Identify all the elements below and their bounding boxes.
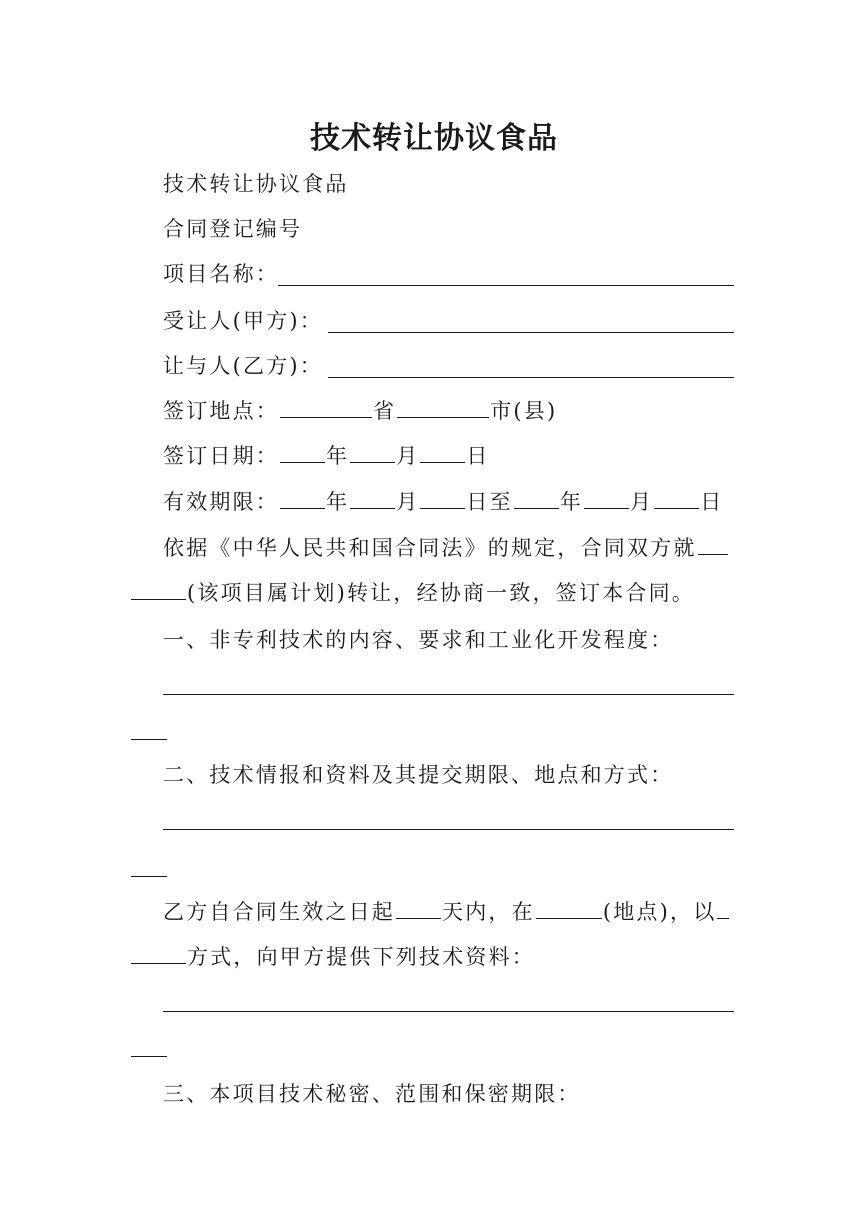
section-1-heading: 一、非专利技术的内容、要求和工业化开发程度： xyxy=(163,628,674,652)
signing-place-row xyxy=(163,396,557,426)
materials-blank-line xyxy=(163,1011,734,1012)
section-2-blank-line xyxy=(163,829,734,830)
provide-text-c: (地点)，以 xyxy=(602,900,717,924)
section-1-blank-tail xyxy=(131,739,167,740)
city-blank xyxy=(397,397,489,418)
start-year-blank xyxy=(280,488,325,509)
project-name-blank xyxy=(278,285,734,286)
start-year-label: 年 xyxy=(326,490,350,514)
basis-paragraph-line2 xyxy=(131,578,695,608)
document-title: 技术转让协议食品 xyxy=(310,121,558,156)
signing-date-row xyxy=(163,441,490,471)
project-ref-blank-b xyxy=(131,579,186,600)
project-name-label: 项目名称： xyxy=(163,262,279,286)
provide-paragraph-line1 xyxy=(163,897,730,927)
to-label: 至 xyxy=(489,490,513,514)
days-blank xyxy=(396,898,441,919)
province-label: 省 xyxy=(373,399,397,423)
end-day-blank xyxy=(654,488,699,509)
provide-text-b: 天内，在 xyxy=(442,900,535,924)
start-month-blank xyxy=(350,488,395,509)
validity-label: 有效期限： xyxy=(163,490,279,514)
party-a-row xyxy=(163,306,323,336)
subtitle: 技术转让协议食品 xyxy=(163,172,349,196)
start-day-label: 日 xyxy=(466,490,490,514)
section-3-heading: 三、本项目技术秘密、范围和保密期限： xyxy=(163,1082,581,1106)
party-a-blank xyxy=(328,332,734,333)
party-b-label: 让与人(乙方)： xyxy=(163,354,323,378)
section-2-heading: 二、技术情报和资料及其提交期限、地点和方式： xyxy=(163,763,674,787)
start-day-blank xyxy=(420,488,465,509)
city-label: 市(县) xyxy=(490,399,558,423)
provide-paragraph-line2 xyxy=(131,942,535,972)
signing-date-label: 签订日期： xyxy=(163,444,279,468)
year-label: 年 xyxy=(326,444,350,468)
month-label: 月 xyxy=(396,444,420,468)
start-month-label: 月 xyxy=(396,490,420,514)
provide-text-a: 乙方自合同生效之日起 xyxy=(163,900,395,924)
project-name-row xyxy=(163,259,279,289)
day-label: 日 xyxy=(466,444,490,468)
method-blank-a xyxy=(717,898,729,919)
basis-paragraph-line1 xyxy=(163,533,729,563)
end-month-label: 月 xyxy=(630,490,654,514)
location-blank xyxy=(536,898,602,919)
method-blank-b xyxy=(131,943,186,964)
project-ref-blank-a xyxy=(698,534,728,555)
provide-text-d: 方式，向甲方提供下列技术资料： xyxy=(187,945,535,969)
end-year-label: 年 xyxy=(559,490,584,514)
validity-row xyxy=(163,487,723,517)
basis-text: 依据《中华人民共和国合同法》的规定，合同双方就 xyxy=(163,536,697,560)
section-1-blank-line xyxy=(163,694,734,695)
registration-number-label: 合同登记编号 xyxy=(163,217,303,241)
year-blank xyxy=(280,442,325,463)
party-b-blank xyxy=(328,377,734,378)
section-2-blank-tail xyxy=(131,876,167,877)
materials-blank-tail xyxy=(131,1056,167,1057)
party-a-label: 受让人(甲方)： xyxy=(163,309,323,333)
end-day-label: 日 xyxy=(700,490,724,514)
party-b-row xyxy=(163,351,323,381)
month-blank xyxy=(350,442,395,463)
end-year-blank xyxy=(514,488,559,509)
end-month-blank xyxy=(584,488,629,509)
basis-continuation: (该项目属计划)转让，经协商一致，签订本合同。 xyxy=(187,581,695,605)
day-blank xyxy=(420,442,465,463)
signing-place-label: 签订地点： xyxy=(163,399,279,423)
province-blank xyxy=(280,397,372,418)
